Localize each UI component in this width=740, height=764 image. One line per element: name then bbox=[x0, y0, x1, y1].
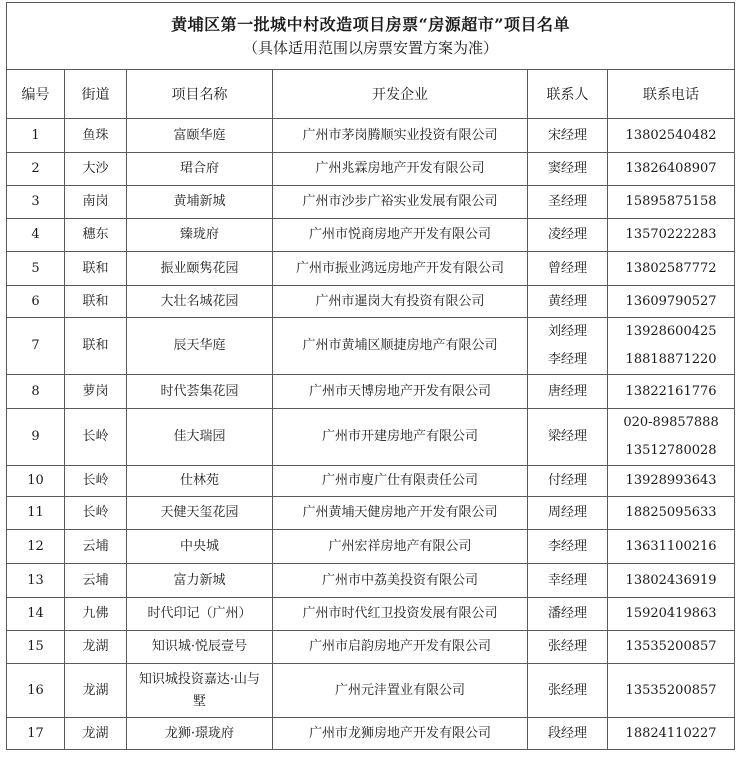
cell-developer: 广州市黄埔区顺捷房地产有限公司 bbox=[273, 318, 528, 375]
phone-number: 020-89857888 bbox=[623, 415, 719, 430]
cell-project-name: 时代印记（广州） bbox=[127, 598, 273, 631]
cell-developer: 广州兆霖房地产开发有限公司 bbox=[273, 153, 528, 186]
contact-name: 张经理 bbox=[547, 682, 587, 698]
cell-number: 12 bbox=[7, 530, 65, 564]
cell-street: 穗东 bbox=[65, 219, 127, 252]
cell-street: 龙湖 bbox=[65, 718, 127, 750]
phone-number: 18825095633 bbox=[625, 505, 717, 520]
cell-project-name: 时代荟集花园 bbox=[127, 375, 273, 409]
table-row bbox=[7, 497, 735, 530]
phone-number: 13826408907 bbox=[625, 161, 717, 176]
table-row bbox=[7, 186, 735, 219]
cell-number: 16 bbox=[7, 664, 65, 718]
cell-number: 4 bbox=[7, 219, 65, 252]
cell-contact bbox=[528, 119, 608, 153]
cell-developer: 广州宏祥房地产有限公司 bbox=[273, 530, 528, 564]
cell-street: 大沙 bbox=[65, 153, 127, 186]
header-row bbox=[7, 70, 735, 119]
header-contact: 联系人 bbox=[528, 70, 608, 119]
phone-number: 13535200857 bbox=[625, 682, 717, 698]
cell-number: 7 bbox=[7, 318, 65, 375]
header-project-name: 项目名称 bbox=[127, 70, 273, 119]
cell-phone bbox=[608, 564, 735, 598]
contact-name: 凌经理 bbox=[547, 227, 587, 242]
cell-contact bbox=[528, 466, 608, 497]
contact-name: 付经理 bbox=[547, 473, 587, 488]
cell-phone bbox=[608, 375, 735, 409]
cell-developer: 广州市时代红卫投资发展有限公司 bbox=[273, 598, 528, 631]
cell-phone bbox=[608, 631, 735, 664]
contact-name: 圣经理 bbox=[547, 194, 587, 209]
cell-developer: 广州市振业鸿远房地产开发有限公司 bbox=[273, 252, 528, 286]
cell-project-name: 佳大瑞园 bbox=[127, 409, 273, 466]
cell-street: 联和 bbox=[65, 318, 127, 375]
cell-street: 联和 bbox=[65, 252, 127, 286]
document-subtitle: （具体适用范围以房票安置方案为准） bbox=[243, 39, 499, 57]
phone-number: 13802540482 bbox=[625, 127, 717, 143]
cell-project-name: 仕林苑 bbox=[127, 466, 273, 497]
cell-phone bbox=[608, 252, 735, 286]
cell-phone bbox=[608, 119, 735, 153]
contact-name: 宋经理 bbox=[547, 127, 587, 143]
cell-contact bbox=[528, 219, 608, 252]
cell-developer: 广州市启韵房地产开发有限公司 bbox=[273, 631, 528, 664]
cell-phone bbox=[608, 530, 735, 564]
cell-number: 9 bbox=[7, 409, 65, 466]
document-title: 黄埔区第一批城中村改造项目房票“房源超市”项目名单 bbox=[171, 15, 570, 34]
cell-contact bbox=[528, 564, 608, 598]
phone-number: 13928600425 bbox=[625, 324, 717, 339]
cell-street: 萝岗 bbox=[65, 375, 127, 409]
table-row bbox=[7, 409, 735, 466]
cell-contact bbox=[528, 664, 608, 718]
table-row bbox=[7, 375, 735, 409]
phone-number: 13512780028 bbox=[625, 443, 717, 458]
cell-project-name: 大壮名城花园 bbox=[127, 286, 273, 318]
table-row bbox=[7, 466, 735, 497]
cell-project-name: 黄埔新城 bbox=[127, 186, 273, 219]
cell-street: 联和 bbox=[65, 286, 127, 318]
contact-name: 窦经理 bbox=[547, 161, 587, 176]
cell-phone bbox=[608, 219, 735, 252]
cell-developer: 广州市沙步广裕实业发展有限公司 bbox=[273, 186, 528, 219]
cell-developer: 广州市天博房地产开发有限公司 bbox=[273, 375, 528, 409]
header-developer: 开发企业 bbox=[273, 70, 528, 119]
cell-number: 1 bbox=[7, 119, 65, 153]
cell-number: 17 bbox=[7, 718, 65, 750]
contact-name: 曾经理 bbox=[547, 260, 587, 276]
cell-number: 13 bbox=[7, 564, 65, 598]
cell-project-name: 知识城·悦辰壹号 bbox=[127, 631, 273, 664]
phone-number: 13802587772 bbox=[625, 260, 717, 276]
cell-project-name: 富颐华庭 bbox=[127, 119, 273, 153]
table-row bbox=[7, 664, 735, 718]
cell-phone bbox=[608, 286, 735, 318]
cell-developer: 广州市暹岗大有投资有限公司 bbox=[273, 286, 528, 318]
table-row bbox=[7, 598, 735, 631]
phone-number: 13570222283 bbox=[625, 227, 717, 242]
cell-number: 15 bbox=[7, 631, 65, 664]
cell-street: 鱼珠 bbox=[65, 119, 127, 153]
table-row bbox=[7, 718, 735, 750]
cell-street: 南岗 bbox=[65, 186, 127, 219]
cell-street: 龙湖 bbox=[65, 664, 127, 718]
cell-project-name: 臻珑府 bbox=[127, 219, 273, 252]
cell-number: 8 bbox=[7, 375, 65, 409]
cell-project-name: 知识城投资嘉达·山与墅 bbox=[127, 664, 273, 718]
cell-number: 14 bbox=[7, 598, 65, 631]
cell-contact bbox=[528, 375, 608, 409]
table-row bbox=[7, 564, 735, 598]
cell-street: 长岭 bbox=[65, 409, 127, 466]
cell-street: 长岭 bbox=[65, 466, 127, 497]
phone-number: 13928993643 bbox=[625, 473, 717, 488]
cell-developer: 广州市中荔美投资有限公司 bbox=[273, 564, 528, 598]
cell-developer: 广州市廋广仕有限责任公司 bbox=[273, 466, 528, 497]
header-phone: 联系电话 bbox=[608, 70, 735, 119]
cell-contact bbox=[528, 252, 608, 286]
cell-contact bbox=[528, 497, 608, 530]
contact-name: 周经理 bbox=[547, 505, 587, 520]
contact-name: 潘经理 bbox=[547, 606, 587, 621]
phone-number: 18824110227 bbox=[625, 725, 717, 741]
contact-name: 幸经理 bbox=[547, 572, 587, 588]
phone-number: 13802436919 bbox=[625, 572, 717, 588]
cell-contact bbox=[528, 631, 608, 664]
cell-phone bbox=[608, 409, 735, 466]
phone-number: 15895875158 bbox=[625, 194, 717, 209]
table-row bbox=[7, 631, 735, 664]
contact-name: 李经理 bbox=[547, 538, 587, 554]
contact-name: 张经理 bbox=[547, 639, 587, 654]
phone-number: 13822161776 bbox=[625, 383, 717, 399]
cell-contact bbox=[528, 598, 608, 631]
cell-phone bbox=[608, 318, 735, 375]
cell-project-name: 中央城 bbox=[127, 530, 273, 564]
cell-street: 云埔 bbox=[65, 564, 127, 598]
title-cell bbox=[7, 3, 735, 70]
cell-street: 九佛 bbox=[65, 598, 127, 631]
phone-number: 18818871220 bbox=[625, 352, 717, 367]
header-street: 街道 bbox=[65, 70, 127, 119]
cell-contact bbox=[528, 318, 608, 375]
cell-phone bbox=[608, 718, 735, 750]
contact-name: 刘经理 bbox=[547, 324, 587, 339]
cell-contact bbox=[528, 186, 608, 219]
cell-street: 长岭 bbox=[65, 497, 127, 530]
cell-phone bbox=[608, 598, 735, 631]
cell-contact bbox=[528, 409, 608, 466]
cell-phone bbox=[608, 466, 735, 497]
cell-street: 龙湖 bbox=[65, 631, 127, 664]
cell-contact bbox=[528, 530, 608, 564]
cell-phone bbox=[608, 186, 735, 219]
cell-project-name: 龙狮·璟珑府 bbox=[127, 718, 273, 750]
table-body bbox=[7, 119, 735, 750]
cell-contact bbox=[528, 153, 608, 186]
phone-number: 13609790527 bbox=[625, 293, 717, 309]
contact-name: 段经理 bbox=[547, 725, 587, 741]
cell-contact bbox=[528, 286, 608, 318]
contact-name: 黄经理 bbox=[547, 293, 587, 309]
table-row bbox=[7, 252, 735, 286]
cell-number: 2 bbox=[7, 153, 65, 186]
contact-name: 唐经理 bbox=[547, 383, 587, 399]
cell-number: 3 bbox=[7, 186, 65, 219]
table-row bbox=[7, 119, 735, 153]
cell-phone bbox=[608, 153, 735, 186]
table-row bbox=[7, 530, 735, 564]
cell-phone bbox=[608, 664, 735, 718]
cell-developer: 广州市龙狮房地产开发有限公司 bbox=[273, 718, 528, 750]
cell-developer: 广州市悦商房地产开发有限公司 bbox=[273, 219, 528, 252]
cell-project-name: 珺合府 bbox=[127, 153, 273, 186]
cell-number: 5 bbox=[7, 252, 65, 286]
cell-developer: 广州黄埔天健房地产开发有限公司 bbox=[273, 497, 528, 530]
cell-developer: 广州市茅岗腾顺实业投资有限公司 bbox=[273, 119, 528, 153]
table-row bbox=[7, 286, 735, 318]
table-row bbox=[7, 219, 735, 252]
contact-name: 李经理 bbox=[547, 352, 587, 367]
cell-number: 6 bbox=[7, 286, 65, 318]
phone-number: 13535200857 bbox=[625, 639, 717, 654]
phone-number: 13631100216 bbox=[625, 538, 717, 554]
cell-contact bbox=[528, 718, 608, 750]
cell-project-name: 富力新城 bbox=[127, 564, 273, 598]
cell-project-name: 振业颐隽花园 bbox=[127, 252, 273, 286]
project-list-document bbox=[6, 2, 734, 750]
cell-phone bbox=[608, 497, 735, 530]
cell-number: 11 bbox=[7, 497, 65, 530]
project-table bbox=[6, 2, 735, 750]
cell-street: 云埔 bbox=[65, 530, 127, 564]
table-row bbox=[7, 318, 735, 375]
cell-developer: 广州元沣置业有限公司 bbox=[273, 664, 528, 718]
table-row bbox=[7, 153, 735, 186]
phone-number: 15920419863 bbox=[625, 606, 717, 621]
cell-number: 10 bbox=[7, 466, 65, 497]
header-number: 编号 bbox=[7, 70, 65, 119]
cell-project-name: 辰天华庭 bbox=[127, 318, 273, 375]
cell-developer: 广州市开建房地产有限公司 bbox=[273, 409, 528, 466]
contact-name: 梁经理 bbox=[547, 429, 587, 444]
cell-project-name: 天健天玺花园 bbox=[127, 497, 273, 530]
